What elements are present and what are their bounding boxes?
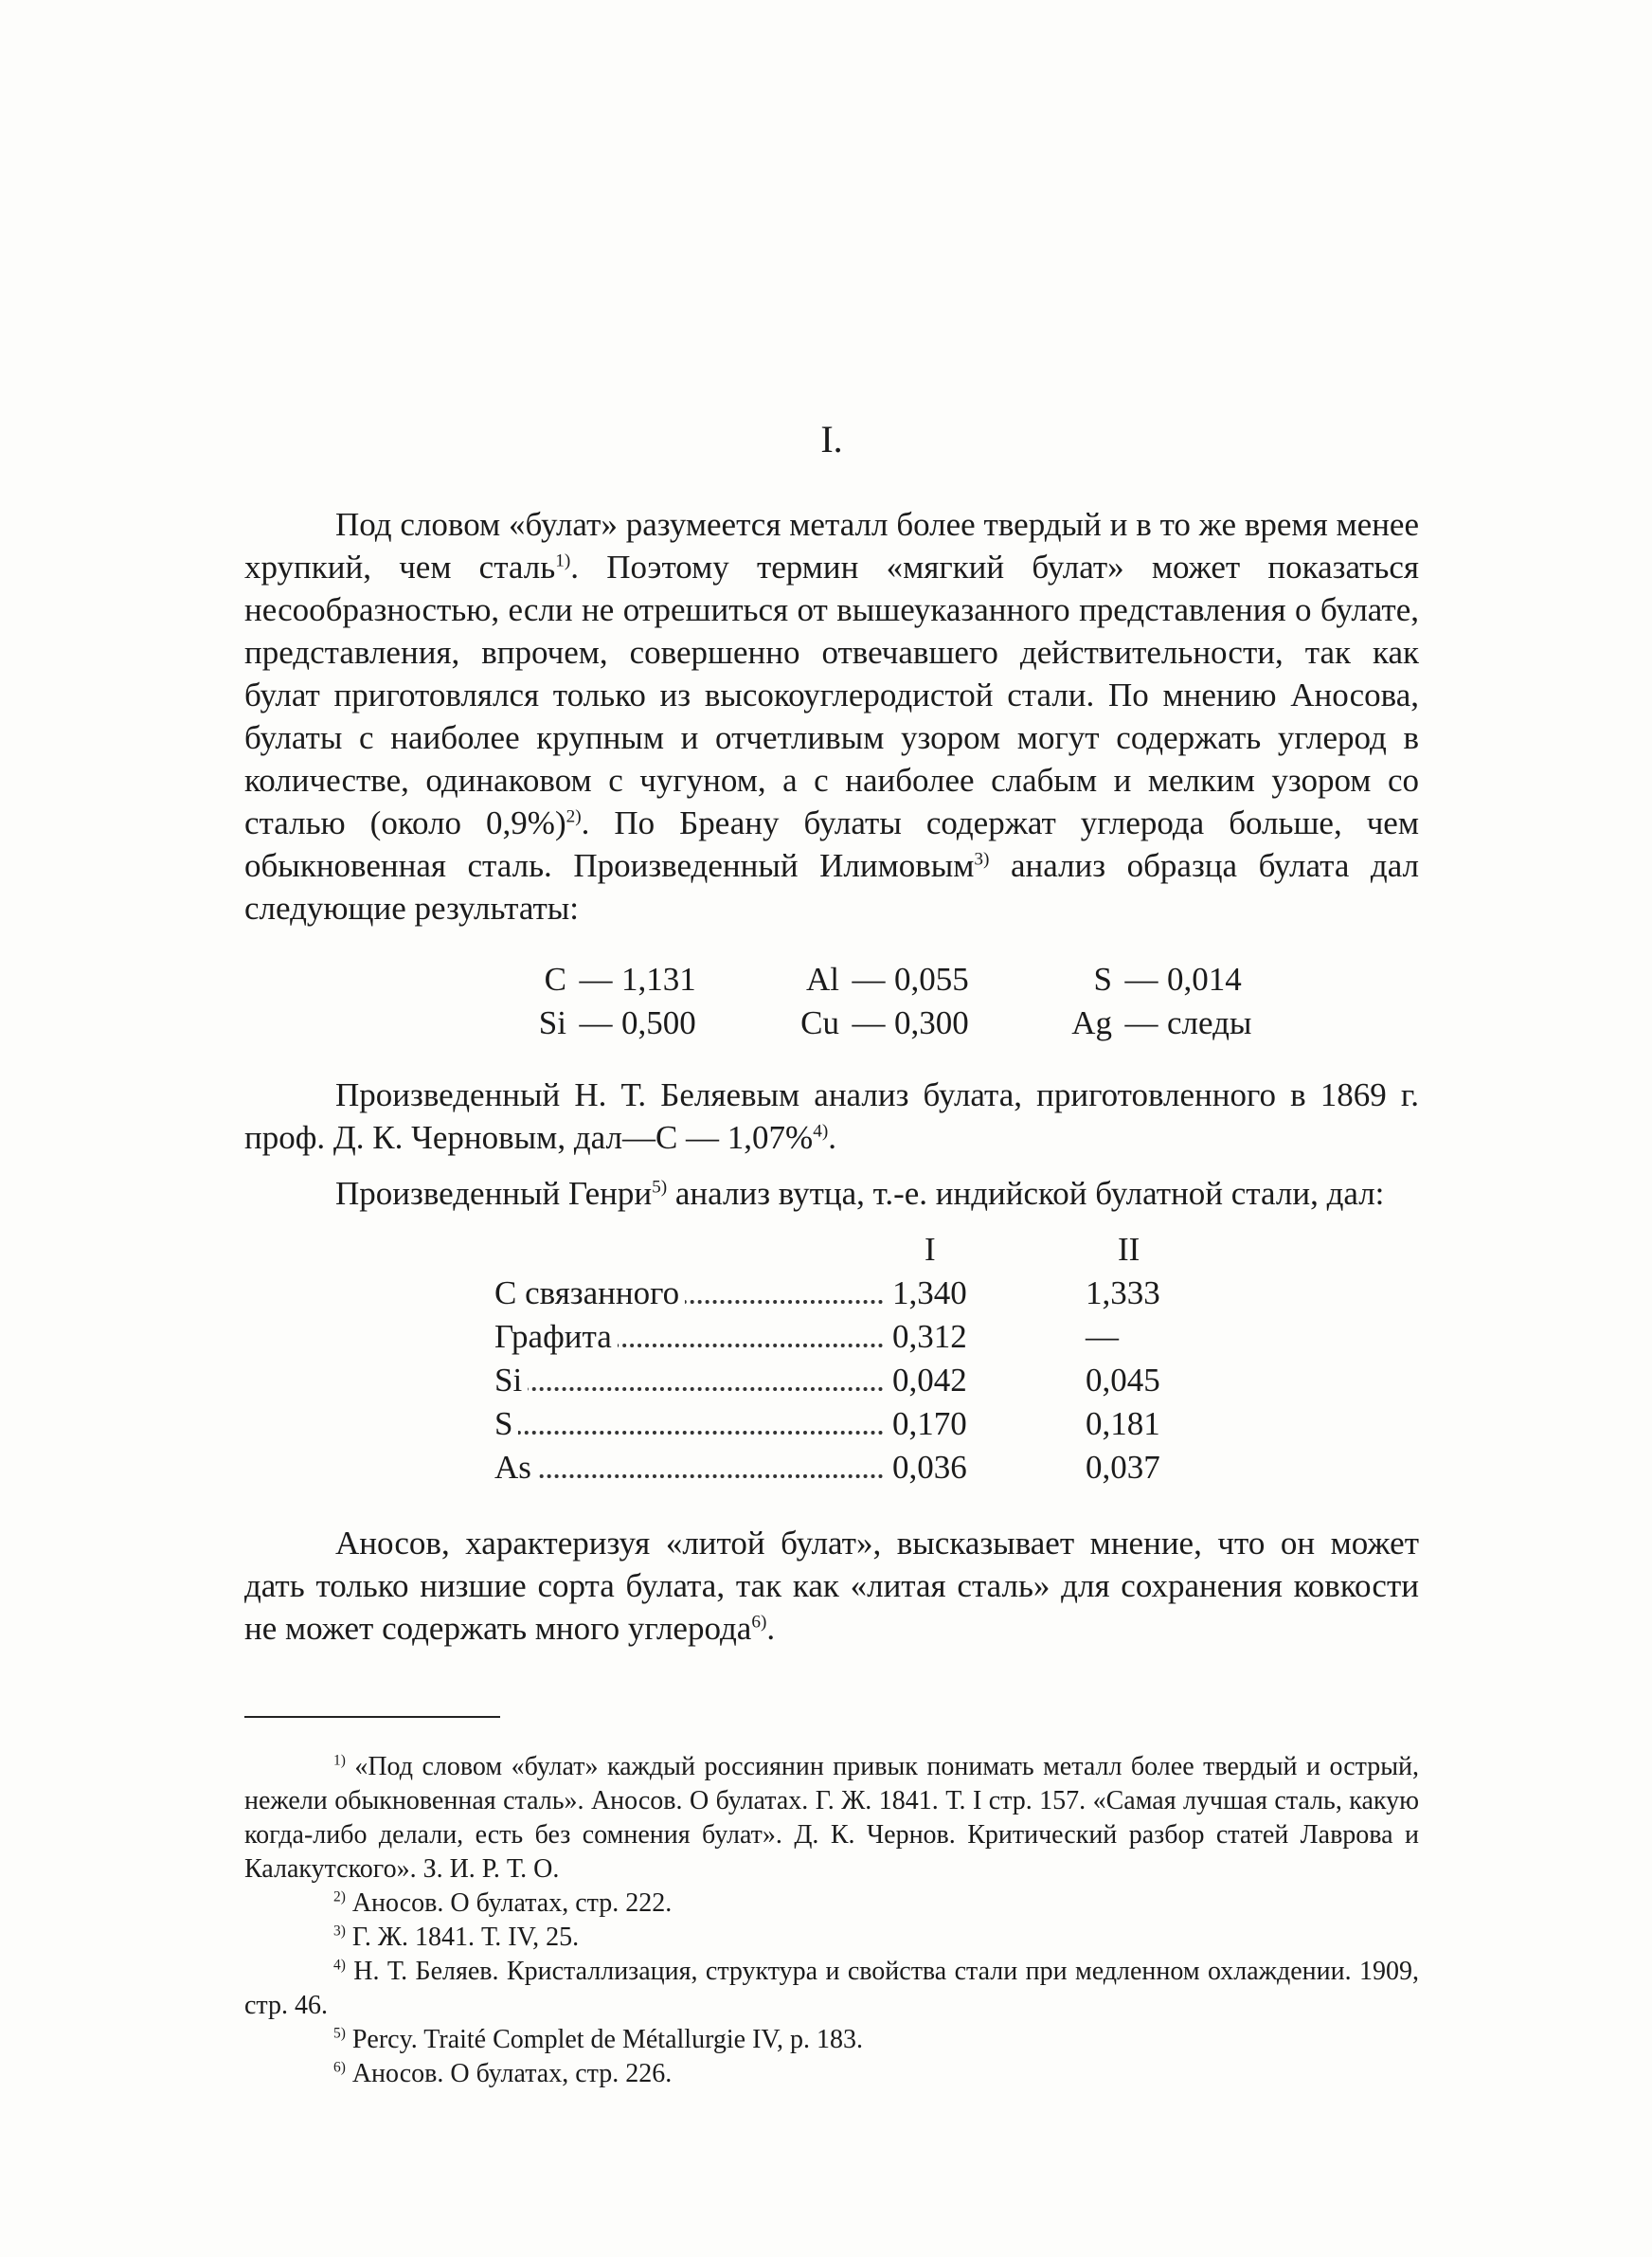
footnote-1: $^{1)}$ «Под словом «булат» каждый россиянин привык понимать металл более твердый и острый, нежели обыкновенная сталь». Аносов. О булатах. Г. Ж. 1841. Т. I стр. 157. «Самая лучшая сталь, какую когда-либо делали, есть без сомнения булат». Д. К. Чернов. Критический разбор статей Лаврова и Калакутского». З. И. Р. Т. О. bbox=[244, 1752, 1419, 1884]
composition-table bbox=[500, 958, 1319, 1045]
footnote-ref-4: 4) bbox=[813, 1121, 829, 1142]
table-row: As 0,036 0,037 bbox=[494, 1449, 1160, 1486]
footnote-ref-5: 5) bbox=[652, 1177, 668, 1198]
column-header-i: I bbox=[925, 1231, 936, 1268]
footnote-4: $^{4)}$ Н. Т. Беляев. Кристаллизация, структура и свойства стали при медленном охлаждении. 1909, стр. 46. bbox=[244, 1957, 1419, 2020]
paragraph-belyaev: Произведенный Н. Т. Беляевым анализ булата, приготовленного в 1869 г. проф. Д. К. Черновым, дал—С — 1,07%$^{4)}$. bbox=[244, 1076, 1419, 1156]
table-row: Si 0,042 0,045 bbox=[494, 1362, 1160, 1399]
paragraph-intro: Под словом «булат» разумеется металл более твердый и в то же время менее хрупкий, чем сталь$^{1)}$. Поэтому термин «мягкий булат» может показаться несообразностью, если не отрешиться от вышеуказанного представления о булате, представления, впрочем, совершенно отвечавшего действительности, так как булат приготовлялся только из высокоуглеродистой стали. По мнению Аносова, булаты с наиболее крупным и отчетливым узором могут содержать углерод в количестве, одинаковом с чугуном, а с наиболее слабым и мелким узором со сталью (около 0,9%)$^{2)}$. По Бреану булаты содержат углерода больше, чем обыкновенная сталь. Произведенный Илимовым$^{3)}$ анализ образца булата дал следующие результаты: bbox=[244, 506, 1419, 927]
footnote-3: $^{3)}$ Г. Ж. 1841. Т. IV, 25. bbox=[333, 1923, 580, 1952]
column-header-ii: II bbox=[1118, 1231, 1140, 1268]
chapter-heading: I. bbox=[820, 418, 843, 460]
page-content bbox=[244, 417, 1419, 2091]
footnote-ref-2: 2) bbox=[566, 806, 582, 827]
paragraph-henry: Произведенный Генри$^{5)}$ анализ вутца, т.-е. индийской булатной стали, дал: bbox=[335, 1175, 1385, 1212]
footnote-6: $^{6)}$ Аносов. О булатах, стр. 226. bbox=[333, 2059, 673, 2088]
table-row: S 0,170 0,181 bbox=[494, 1405, 1160, 1442]
footnotes bbox=[244, 1750, 1419, 2091]
footnote-5: $^{5)}$ Percy. Traité Complet de Métallurgie IV, p. 183. bbox=[333, 2025, 864, 2054]
footnote-ref-3: 3) bbox=[974, 849, 990, 870]
table-row: Графита 0,312 — bbox=[494, 1318, 1119, 1355]
footnote-ref-6: 6) bbox=[751, 1612, 767, 1633]
table-row: C — 1,131 Al — 0,055 S — 0,014 bbox=[544, 961, 1242, 998]
table-row: С связанного 1,340 1,333 bbox=[494, 1274, 1160, 1311]
table-row: Si — 0,500 Cu — 0,300 Ag — следы bbox=[538, 1004, 1252, 1041]
table-header-row bbox=[494, 1228, 1260, 1272]
footnote-ref-1: 1) bbox=[555, 551, 571, 571]
footnote-divider bbox=[244, 1716, 500, 1718]
footnote-2: $^{2)}$ Аносов. О булатах, стр. 222. bbox=[333, 1888, 673, 1918]
paragraph-anosov: Аносов, характеризуя «литой булат», высказывает мнение, что он может дать только низшие сорта булата, так как «литая сталь» для сохранения ковкости не может содержать много углерода$^{6)}$. bbox=[244, 1525, 1419, 1647]
wootz-analysis-table bbox=[494, 1228, 1260, 1490]
